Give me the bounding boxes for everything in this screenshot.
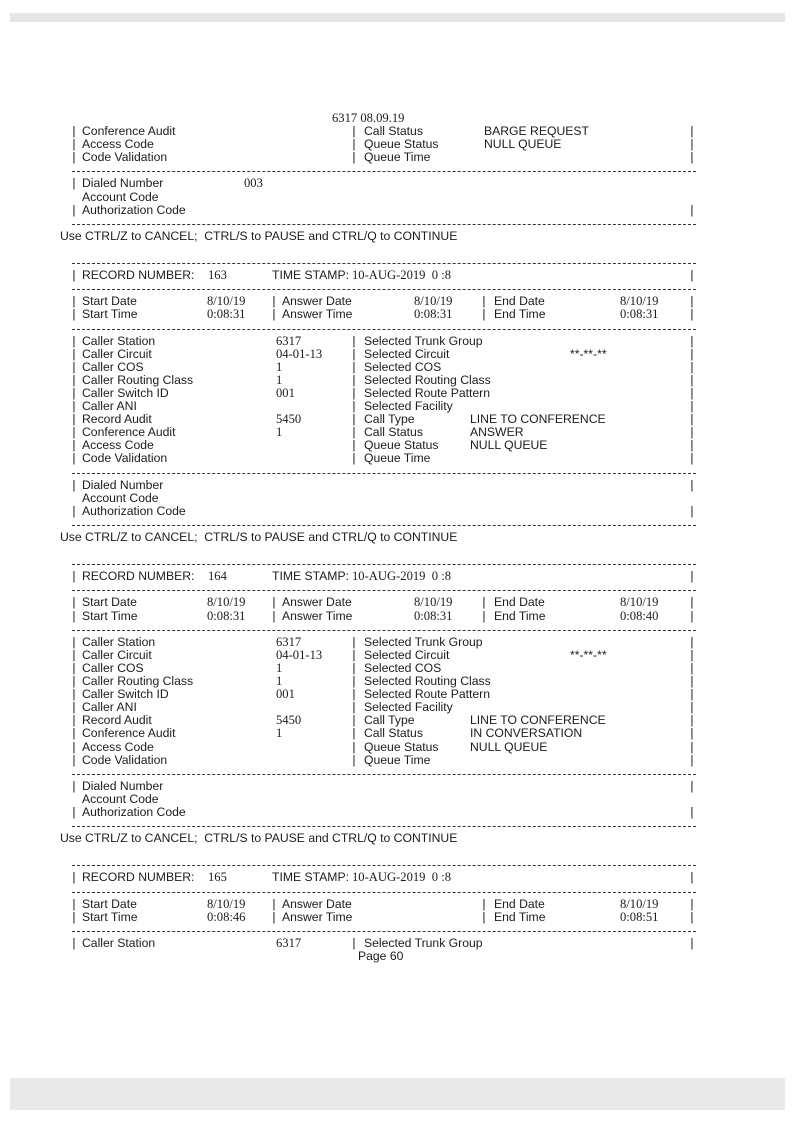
record-audit-value: 5450 (276, 412, 302, 427)
caller-switch-id-label: Caller Switch ID (82, 687, 169, 702)
call-status-value: IN CONVERSATION (470, 726, 583, 741)
account-code-label: Account Code (82, 189, 159, 204)
control-hint-text: Use CTRL/Z to CANCEL; CTRL/S to PAUSE and CTRL/Q to CONTINUE (60, 228, 458, 243)
scan-bottom-edge (10, 1078, 785, 1110)
call-type-value: LINE TO CONFERENCE (470, 713, 606, 728)
selected-circuit-value: **-**-** (570, 346, 607, 361)
authorization-code-label: Authorization Code (82, 804, 186, 819)
caller-routing-class-label: Caller Routing Class (82, 372, 194, 387)
page-number: Page 60 (358, 949, 404, 963)
caller-cos-label: Caller COS (82, 359, 144, 374)
authorization-code-label: Authorization Code (82, 503, 186, 518)
start-date-value: 8/10/19 (207, 294, 246, 309)
selected-route-pattern-label: Selected Route Pattern (364, 385, 491, 400)
answer-time-value: 0:08:31 (414, 307, 453, 322)
access-code-label: Access Code (82, 438, 154, 453)
answer-time-value: 0:08:31 (414, 608, 453, 623)
caller-station-label: Caller Station (82, 935, 156, 950)
divider (72, 164, 696, 177)
selected-circuit-label: Selected Circuit (364, 346, 450, 361)
call-status-label: Call Status (364, 425, 423, 440)
start-time-label: Start Time (82, 909, 138, 924)
dialed-number-label: Dialed Number (82, 176, 164, 191)
code-validation-label: Code Validation (82, 451, 168, 466)
dialed-number-label: Dialed Number (82, 477, 164, 492)
start-time-value: 0:08:31 (207, 307, 246, 322)
account-row (72, 191, 696, 204)
call-type-value: LINE TO CONFERENCE (470, 412, 606, 427)
end-time-label: End Time (494, 307, 546, 322)
caller-routing-class-value: 1 (276, 372, 283, 387)
control-hint (60, 230, 696, 243)
initial-header: 6317 08.09.19 (332, 111, 405, 125)
selected-trunk-group-label: Selected Trunk Group (364, 333, 483, 348)
answer-date-label: Answer Date (282, 595, 352, 610)
caller-routing-class-label: Caller Routing Class (82, 674, 194, 689)
start-date-label: Start Date (82, 294, 137, 309)
account-code-label: Account Code (82, 791, 159, 806)
call-status-value: ANSWER (470, 425, 524, 440)
end-time-value: 0:08:40 (620, 608, 659, 623)
start-time-value: 0:08:46 (207, 909, 246, 924)
answer-date-label: Answer Date (282, 294, 352, 309)
record-block: | RECORD NUMBER: 163 TIME STAMP: 10-AUG-2019 0 :8 | | Start Date 8/10/19 | Answer Date 8/10/19 | End Date 8/10/19 | | Start Time 0:08:31 | Answer Time 0:08:31 | End Time 0:08:31 | | Caller Station 6317 | Selected Trunk Group | | Caller Circuit 04-01-13 | Selected Circuit **-**-** | | Caller COS 1 | Selected COS | | Caller Routing Class 1 | Selected Routing Class | | Caller Switch ID 001 | Selected Route Pattern | | Caller ANI | Selected Facility | | Record Audit 5450 | Call Type LINE TO CONFERENCE | | Conference Audit 1 | Call Status ANSWER | | Access Code | Queue Status NULL QUEUE | | Code Validation | Queue Time | | Dialed Number | Account Code | Authorization Code | Use CTRL/Z to CANCEL; CTRL/S to PAUSE and CTRL/Q to CONTINUE (72, 256, 696, 544)
caller-routing-class-value: 1 (276, 674, 283, 689)
caller-circuit-label: Caller Circuit (82, 647, 152, 662)
caller-station-label: Caller Station (82, 333, 156, 348)
start-time-value: 0:08:31 (207, 608, 246, 623)
call-status-label: Call Status (364, 726, 423, 741)
selected-trunk-group-label: Selected Trunk Group (364, 634, 483, 649)
record-number-value: 163 (208, 268, 227, 283)
selected-facility-label: Selected Facility (364, 700, 453, 715)
end-time-label: End Time (494, 608, 546, 623)
queue-status-value: NULL QUEUE (470, 438, 548, 453)
caller-station-value: 6317 (276, 333, 302, 348)
start-date-value: 8/10/19 (207, 595, 246, 610)
code-validation-label: Code Validation (82, 752, 168, 767)
caller-station-label: Caller Station (82, 634, 156, 649)
caller-circuit-value: 04-01-13 (276, 346, 323, 361)
selected-circuit-label: Selected Circuit (364, 647, 450, 662)
record-audit-label: Record Audit (82, 412, 152, 427)
call-type-label: Call Type (364, 713, 415, 728)
initial-row: | Conference Audit | Call Status BARGE REQUEST | (72, 124, 694, 139)
caller-ani-label: Caller ANI (82, 399, 137, 414)
call-status-value: BARGE REQUEST (484, 124, 589, 139)
record-number-label: RECORD NUMBER: (82, 268, 195, 283)
time-stamp-label: TIME STAMP: (272, 870, 349, 885)
conference-audit-value: 1 (276, 425, 283, 440)
answer-time-label: Answer Time (282, 909, 353, 924)
time-stamp-label: TIME STAMP: (272, 569, 349, 584)
caller-switch-id-value: 001 (276, 385, 295, 400)
conference-audit-label: Conference Audit (82, 726, 176, 741)
record-audit-label: Record Audit (82, 713, 152, 728)
access-code-label: Access Code (82, 739, 154, 754)
divider (72, 217, 696, 230)
time-stamp-label: TIME STAMP: (272, 268, 349, 283)
selected-route-pattern-label: Selected Route Pattern (364, 687, 491, 702)
end-date-label: End Date (494, 595, 545, 610)
caller-cos-value: 1 (276, 660, 283, 675)
record-number-value: 164 (208, 569, 227, 584)
answer-date-value: 8/10/19 (414, 294, 453, 309)
caller-circuit-value: 04-01-13 (276, 647, 323, 662)
answer-time-label: Answer Time (282, 307, 353, 322)
authorization-row: | Authorization Code | (72, 202, 694, 217)
record-audit-value: 5450 (276, 713, 302, 728)
account-code-label: Account Code (82, 490, 159, 505)
caller-ani-label: Caller ANI (82, 700, 137, 715)
caller-cos-label: Caller COS (82, 660, 144, 675)
record-number-value: 165 (208, 870, 227, 885)
queue-time-label: Queue Time (364, 752, 431, 767)
conference-audit-label: Conference Audit (82, 124, 176, 139)
record-block: | RECORD NUMBER: 164 TIME STAMP: 10-AUG-2019 0 :8 | | Start Date 8/10/19 | Answer Date 8/10/19 | End Date 8/10/19 | | Start Time 0:08:31 | Answer Time 0:08:31 | End Time 0:08:40 | | Caller Station 6317 | Selected Trunk Group | | Caller Circuit 04-01-13 | Selected Circuit **-**-** | | Caller COS 1 | Selected COS | | Caller Routing Class 1 | Selected Routing Class | | Caller Switch ID 001 | Selected Route Pattern | | Caller ANI | Selected Facility | | Record Audit 5450 | Call Type LINE TO CONFERENCE | | Conference Audit 1 | Call Status IN CONVERSATION | | Access Code | Queue Status NULL QUEUE | | Code Validation | Queue Time | | Dialed Number | Account Code | Authorization Code | Use CTRL/Z to CANCEL; CTRL/S to PAUSE and CTRL/Q to CONTINUE (72, 557, 696, 845)
queue-status-label: Queue Status (364, 739, 439, 754)
answer-time-label: Answer Time (282, 608, 353, 623)
start-time-label: Start Time (82, 608, 138, 623)
control-hint-text: Use CTRL/Z to CANCEL; CTRL/S to PAUSE and CTRL/Q to CONTINUE (60, 530, 458, 544)
selected-cos-label: Selected COS (364, 660, 442, 675)
record-block: | RECORD NUMBER: 165 TIME STAMP: 10-AUG-2019 0 :8 | | Start Date 8/10/19 | Answer Date | End Date 8/10/19 | | Start Time 0:08:46 | Answer Time | End Time 0:08:51 | | Caller Station 6317 | Selected Trunk Group | Page 60 (72, 858, 696, 963)
selected-trunk-group-label: Selected Trunk Group (364, 935, 483, 950)
code-validation-label: Code Validation (82, 150, 168, 165)
selected-routing-class-label: Selected Routing Class (364, 674, 491, 689)
end-date-label: End Date (494, 294, 545, 309)
authorization-code-label: Authorization Code (82, 202, 186, 217)
end-date-label: End Date (494, 896, 545, 911)
queue-time-label: Queue Time (364, 150, 431, 165)
time-stamp-value: 10-AUG-2019 0 :8 (352, 268, 451, 283)
queue-time-label: Queue Time (364, 451, 431, 466)
access-code-label: Access Code (82, 137, 154, 152)
end-date-value: 8/10/19 (620, 294, 659, 309)
selected-facility-label: Selected Facility (364, 399, 453, 414)
conference-audit-value: 1 (276, 726, 283, 741)
caller-cos-value: 1 (276, 359, 283, 374)
selected-circuit-value: **-**-** (570, 647, 607, 662)
start-date-value: 8/10/19 (207, 896, 246, 911)
call-type-label: Call Type (364, 412, 415, 427)
record-number-label: RECORD NUMBER: (82, 870, 195, 885)
dialed-number-value: 003 (244, 176, 263, 191)
call-record-log (60, 111, 696, 963)
queue-status-label: Queue Status (364, 438, 439, 453)
caller-station-value: 6317 (276, 935, 302, 950)
dialed-number-label: Dialed Number (82, 778, 164, 793)
answer-date-label: Answer Date (282, 896, 352, 911)
end-date-value: 8/10/19 (620, 896, 659, 911)
dialed-row: | Dialed Number 003 (72, 176, 263, 191)
end-time-value: 0:08:51 (620, 909, 659, 924)
queue-status-value: NULL QUEUE (470, 739, 548, 754)
caller-circuit-label: Caller Circuit (82, 346, 152, 361)
caller-switch-id-value: 001 (276, 687, 295, 702)
end-time-label: End Time (494, 909, 546, 924)
caller-station-value: 6317 (276, 634, 302, 649)
record-number-label: RECORD NUMBER: (82, 569, 195, 584)
selected-cos-label: Selected COS (364, 359, 442, 374)
start-date-label: Start Date (82, 595, 137, 610)
end-time-value: 0:08:31 (620, 307, 659, 322)
scan-top-edge (10, 13, 785, 22)
answer-date-value: 8/10/19 (414, 595, 453, 610)
selected-routing-class-label: Selected Routing Class (364, 372, 491, 387)
time-stamp-value: 10-AUG-2019 0 :8 (352, 870, 451, 885)
start-time-label: Start Time (82, 307, 138, 322)
caller-switch-id-label: Caller Switch ID (82, 385, 169, 400)
time-stamp-value: 10-AUG-2019 0 :8 (352, 569, 451, 584)
end-date-value: 8/10/19 (620, 595, 659, 610)
control-hint-text: Use CTRL/Z to CANCEL; CTRL/S to PAUSE and CTRL/Q to CONTINUE (60, 831, 458, 846)
queue-status-value: NULL QUEUE (484, 137, 562, 152)
conference-audit-label: Conference Audit (82, 425, 176, 440)
queue-status-label: Queue Status (364, 137, 439, 152)
initial-row: | Code Validation | Queue Time | (72, 150, 694, 165)
initial-row: | Access Code | Queue Status NULL QUEUE | (72, 137, 694, 152)
start-date-label: Start Date (82, 896, 137, 911)
call-status-label: Call Status (364, 124, 423, 139)
